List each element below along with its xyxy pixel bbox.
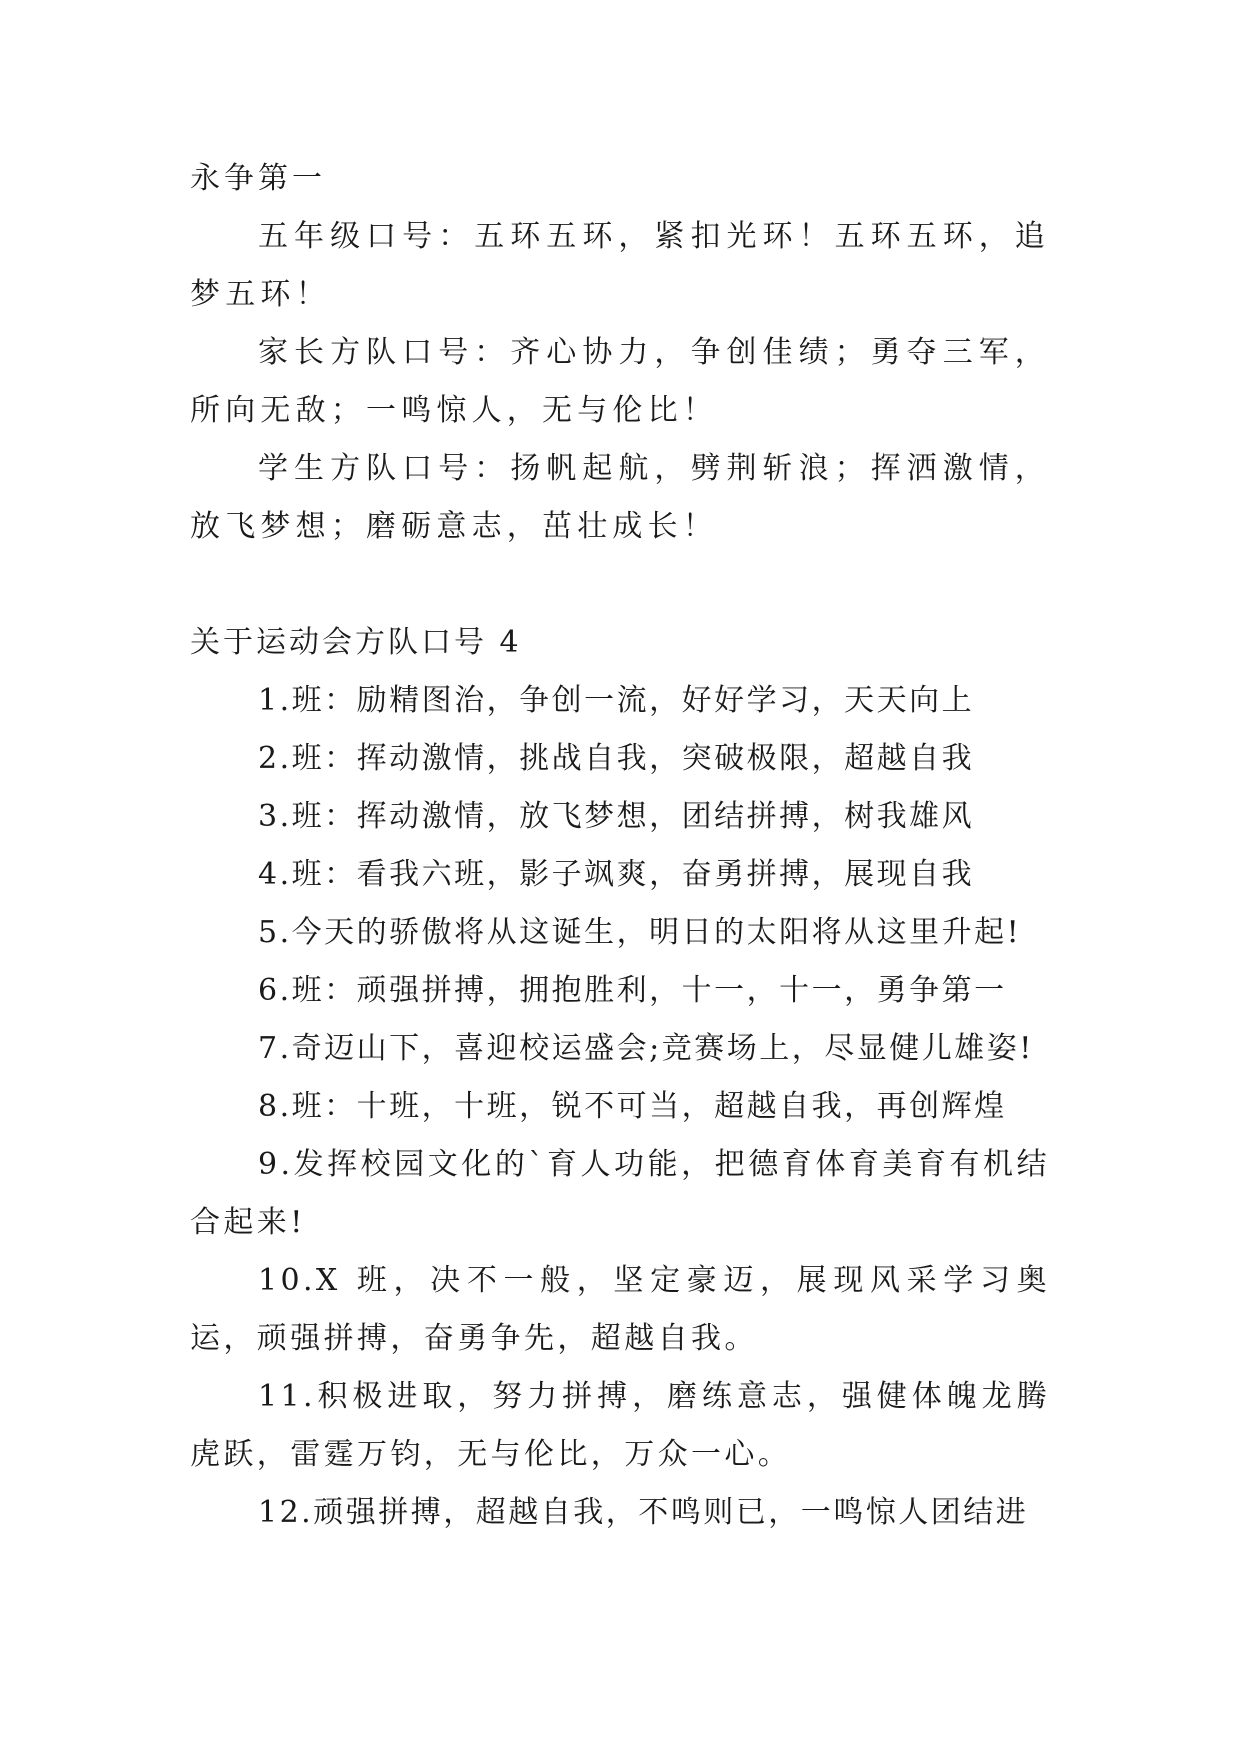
- list-item: 12.顽强拼搏，超越自我，不鸣则已，一鸣惊人团结进: [258, 1495, 1029, 1530]
- list-item: 7.奇迈山下，喜迎校运盛会;竞赛场上，尽显健儿雄姿!: [258, 1031, 1034, 1066]
- list-item: 11.积极进取，努力拼搏，磨练意志，强健体魄龙腾虎跃，雷霆万钧，无与伦比，万众一心。: [190, 1379, 1050, 1472]
- list-item: 6.班：顽强拼搏，拥抱胜利，十一，十一，勇争第一: [258, 973, 1007, 1008]
- list-item: 3.班：挥动激情，放飞梦想，团结拼搏，树我雄风: [258, 799, 975, 834]
- list-item: 9.发挥校园文化的`育人功能，把德育体育美育有机结合起来!: [190, 1147, 1050, 1240]
- section-title: 关于运动会方队口号 4: [190, 625, 522, 660]
- closing-line: 永争第一: [190, 161, 326, 196]
- list-item: 5.今天的骄傲将从这诞生，明日的太阳将从这里升起!: [258, 915, 1022, 950]
- list-item: 1.班：励精图治，争创一流，好好学习，天天向上: [258, 683, 975, 718]
- list-item: 4.班：看我六班，影子飒爽，奋勇拼搏，展现自我: [258, 857, 975, 892]
- list-item: 8.班：十班，十班，锐不可当，超越自我，再创辉煌: [258, 1089, 1007, 1124]
- list-item: 2.班：挥动激情，挑战自我，突破极限，超越自我: [258, 741, 975, 776]
- slogan-students-team: 学生方队口号：扬帆起航，劈荆斩浪；挥洒激情，放飞梦想；磨砺意志，茁壮成长！: [190, 451, 1050, 544]
- slogan-grade-five: 五年级口号：五环五环，紧扣光环！五环五环，追梦五环！: [190, 219, 1050, 312]
- list-item: 10.X 班，决不一般，坚定豪迈，展现风采学习奥运，顽强拼搏，奋勇争先，超越自我。: [190, 1263, 1050, 1356]
- section-gap: [190, 556, 1050, 614]
- document-body: [190, 150, 1050, 1542]
- slogan-parents-team: 家长方队口号：齐心协力，争创佳绩；勇夺三军，所向无敌；一鸣惊人，无与伦比！: [190, 335, 1050, 428]
